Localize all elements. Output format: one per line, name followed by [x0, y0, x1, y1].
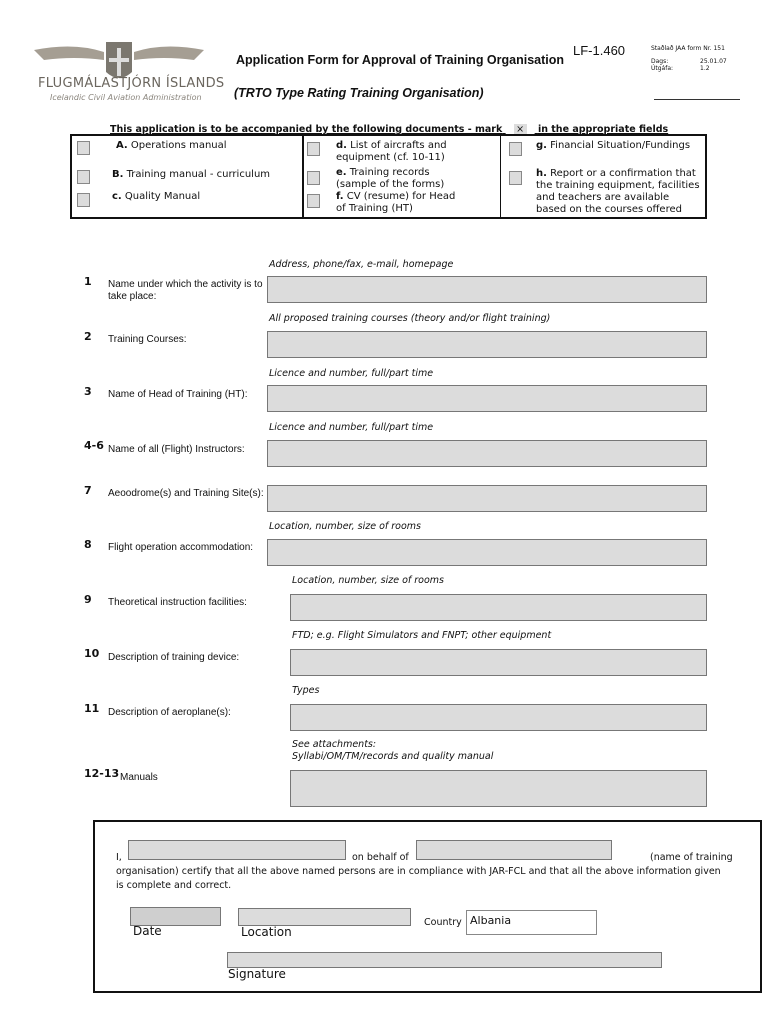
row-10-number: 10 [84, 647, 100, 660]
row-11-label: Description of aeroplane(s): [108, 707, 231, 718]
checkbox-quality-manual[interactable] [77, 193, 90, 207]
documents-intro-text: This application is to be accompanied by the following documents - mark [110, 124, 503, 135]
header-rule [654, 99, 740, 100]
standard-ref: Staðlað JAA form Nr. 151 [651, 45, 725, 52]
row-3-hint: Licence and number, full/part time [269, 368, 434, 379]
row-3-number: 3 [84, 385, 92, 398]
row-8-hint: Location, number, size of rooms [269, 521, 421, 532]
location-label: Location [241, 925, 292, 939]
accommodation-field[interactable] [267, 539, 707, 566]
organisation-name-field[interactable] [416, 840, 612, 860]
row-2-label: Training Courses: [108, 334, 187, 345]
training-courses-field[interactable] [267, 331, 707, 358]
date-value: 25.01.07 [700, 58, 727, 65]
doc-h-label: h. Report or a confirmation that the training equipment, facilities and teachers are available based on the courses offered [536, 168, 700, 215]
checkbox-cv-head[interactable] [307, 194, 320, 208]
doc-b-label: B. Training manual - curriculum [112, 169, 271, 180]
row-7-number: 7 [84, 484, 92, 497]
doc-e-label: e. Training records (sample of the forms) [336, 167, 445, 190]
manuals-field[interactable] [290, 770, 707, 807]
training-device-field[interactable] [290, 649, 707, 676]
org-subtitle: Icelandic Civil Aviation Administration [50, 93, 202, 102]
row-11-hint: Types [292, 685, 320, 696]
date-label: Date [133, 924, 162, 938]
checkbox-report[interactable] [509, 171, 522, 185]
doc-a-label: A. Operations manual [116, 140, 227, 151]
checkbox-operations-manual[interactable] [77, 141, 90, 155]
row-12-hint: See attachments: [292, 739, 377, 750]
checkbox-aircraft-list[interactable] [307, 142, 320, 156]
doc-d-label: d. List of aircrafts and equipment (cf. 10-11) [336, 140, 447, 163]
location-field[interactable] [238, 908, 411, 926]
signature-label: Signature [228, 967, 286, 981]
row-9-number: 9 [84, 593, 92, 606]
row-12-number: 12-13 [84, 767, 120, 780]
cert-statement: organisation) certify that all the above named persons are in compliance with JAR-FCL and that all the above information given is complete and correct. [116, 866, 721, 891]
doc-c-label: c. Quality Manual [112, 191, 201, 202]
row-2-hint: All proposed training courses (theory and/or flight training) [269, 313, 551, 324]
row-9-hint: Location, number, size of rooms [292, 575, 444, 586]
head-of-training-field[interactable] [267, 385, 707, 412]
row-1-number: 1 [84, 275, 92, 288]
row-7-label: Aeoodrome(s) and Training Site(s): [108, 488, 264, 499]
date-label: Dags: [651, 58, 669, 65]
row-10-label: Description of training device: [108, 652, 240, 663]
theoretical-facilities-field[interactable] [290, 594, 707, 621]
signature-field[interactable] [227, 952, 662, 968]
cert-i: I, [116, 852, 122, 863]
mark-x-icon: × [514, 124, 527, 136]
row-9-label: Theoretical instruction facilities: [108, 597, 247, 608]
form-subtitle: (TRTO Type Rating Training Organisation) [234, 86, 484, 100]
doc-f-label: f. CV (resume) for Head of Training (HT) [336, 191, 456, 214]
cert-on-behalf: on behalf of [352, 852, 409, 863]
divider [500, 134, 501, 219]
row-11-number: 11 [84, 702, 100, 715]
documents-intro-end: in the appropriate fields [537, 124, 669, 135]
applicant-name-field[interactable] [128, 840, 346, 860]
version-value: 1.2 [700, 65, 710, 72]
row-4-hint: Licence and number, full/part time [269, 422, 434, 433]
row-12-hint2: Syllabi/OM/TM/records and quality manual [292, 751, 494, 762]
row-12-label: Manuals [120, 772, 158, 783]
doc-g-label: g. Financial Situation/Fundings [536, 140, 691, 151]
row-10-hint: FTD; e.g. Flight Simulators and FNPT; other equipment [292, 630, 552, 641]
row-3-label: Name of Head of Training (HT): [108, 389, 248, 400]
row-8-number: 8 [84, 538, 92, 551]
row-2-number: 2 [84, 330, 92, 343]
checkbox-training-records[interactable] [307, 171, 320, 185]
version-label: Útgáfa: [651, 65, 674, 72]
checkbox-training-manual[interactable] [77, 170, 90, 184]
aerodrome-field[interactable] [267, 485, 707, 512]
divider [302, 134, 304, 219]
country-label: Country [424, 917, 462, 928]
aeroplanes-field[interactable] [290, 704, 707, 731]
instructors-field[interactable] [267, 440, 707, 467]
org-name: FLUGMÁLASTJÓRN ÍSLANDS [38, 76, 225, 91]
row-1-label: Name under which the activity is to take place: [108, 279, 263, 302]
row-4-number: 4-6 [84, 439, 104, 452]
row-1-hint: Address, phone/fax, e-mail, homepage [269, 259, 454, 270]
checkbox-financial[interactable] [509, 142, 522, 156]
row-8-label: Flight operation accommodation: [108, 542, 254, 553]
row-4-label: Name of all (Flight) Instructors: [108, 444, 245, 455]
activity-name-field[interactable] [267, 276, 707, 303]
form-number: LF-1.460 [573, 43, 626, 58]
cert-name-of: (name of training [650, 852, 733, 863]
form-title: Application Form for Approval of Training Organisation [236, 53, 565, 67]
country-field[interactable]: Albania [466, 910, 597, 935]
